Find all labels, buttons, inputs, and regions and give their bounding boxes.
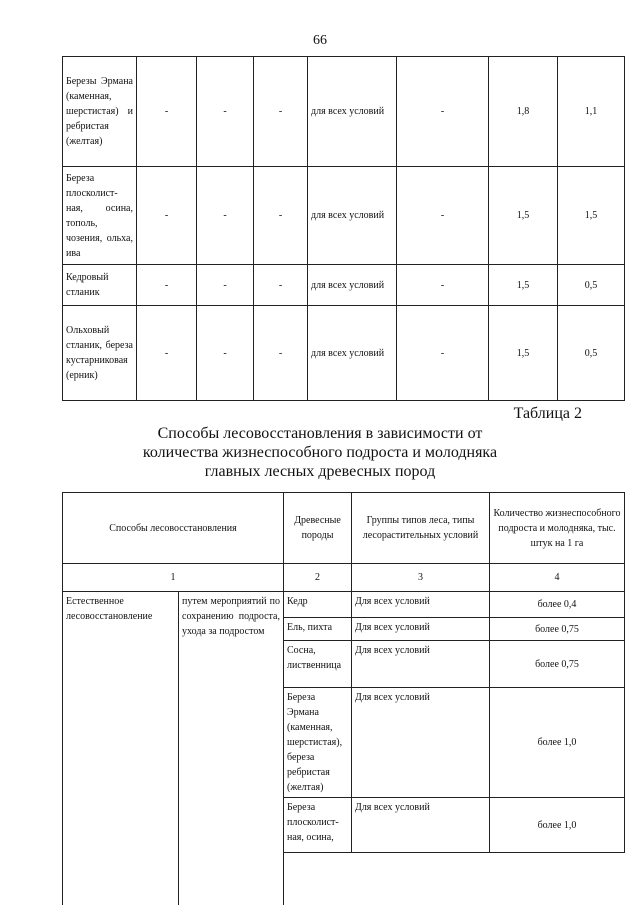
- table-cell: [307, 264, 397, 306]
- cell-text: -: [440, 210, 445, 221]
- table-cell: [396, 166, 489, 265]
- table-cell: [196, 166, 254, 265]
- table-cell: [196, 56, 254, 167]
- header-cell: [489, 492, 625, 564]
- header-cell: [351, 492, 490, 564]
- cell-text: Количество жизнеспособного подроста и молодняка, тыс. штук на 1 га: [493, 507, 621, 549]
- table-cell: [253, 56, 308, 167]
- cell-text: 2: [315, 572, 320, 583]
- cell-text: более 1,0: [537, 737, 577, 748]
- cell-text: -: [164, 279, 169, 291]
- table-cell: [196, 264, 254, 306]
- cell-text: для всех условий: [311, 210, 385, 221]
- table-cell: [136, 305, 197, 401]
- table-cell: [307, 305, 397, 401]
- table-cell: [253, 305, 308, 401]
- cell-text: Береза плосколист-ная, осина, тополь, чозения, ольха, ива: [66, 172, 133, 259]
- cell-text: для всех условий: [311, 106, 385, 117]
- species-cell: [62, 166, 137, 265]
- species-cell: [283, 617, 352, 641]
- column-number: [351, 563, 490, 592]
- table-cell: [196, 305, 254, 401]
- table-title: Способы лесовосстановления в зависимости от количества жизнеспособного подроста и молодняка главных лесных древесных пород: [142, 425, 498, 480]
- cell-text: более 1,0: [537, 819, 577, 831]
- table-cell: [253, 264, 308, 306]
- cell-text: 1: [170, 572, 176, 583]
- cell-text: Кедровый стланик: [66, 272, 109, 298]
- method-cell: [62, 591, 179, 905]
- table-cell: [136, 166, 197, 265]
- quantity-cell: [489, 797, 625, 853]
- table-cell: [396, 305, 489, 401]
- cell-text: Древесные породы: [294, 515, 341, 541]
- table-cell: [396, 56, 489, 167]
- cell-text: Для всех условий: [355, 802, 430, 813]
- species-cell: [283, 591, 352, 618]
- table-cell: [557, 305, 625, 401]
- species-cell: [62, 305, 137, 401]
- quantity-cell: [489, 640, 625, 688]
- page-number: 66: [313, 33, 327, 48]
- cell-text: Ель, пихта: [287, 622, 333, 633]
- cell-text: -: [278, 210, 283, 221]
- table-cell: [307, 166, 397, 265]
- cell-text: -: [278, 347, 283, 359]
- cell-text: Способы лесовосстановления: [109, 522, 237, 534]
- cell-text: Для всех условий: [355, 596, 430, 607]
- cell-text: Береза Эрмана (каменная, шерстистая), береза ребристая (желтая): [287, 692, 343, 793]
- table-cell: [488, 305, 558, 401]
- cell-text: для всех условий: [311, 347, 385, 359]
- cell-text: -: [164, 347, 169, 359]
- cell-text: более 0,75: [535, 623, 579, 635]
- cell-text: 3: [418, 572, 423, 583]
- cell-text: 0,5: [584, 279, 598, 291]
- header-cell: [62, 492, 284, 564]
- cell-text: Для всех условий: [355, 692, 430, 703]
- cell-text: -: [440, 279, 445, 291]
- species-cell: [283, 640, 352, 688]
- cell-text: -: [440, 106, 445, 117]
- cell-text: Для всех условий: [355, 622, 430, 633]
- header-cell: [283, 492, 352, 564]
- column-number: [62, 563, 284, 592]
- table-cell: [557, 56, 625, 167]
- cell-text: Для всех условий: [355, 645, 430, 656]
- cell-text: -: [278, 279, 283, 291]
- cell-text: для всех условий: [311, 279, 385, 291]
- cell-text: 1,5: [516, 347, 530, 359]
- column-number: [489, 563, 625, 592]
- cell-text: -: [440, 347, 445, 359]
- quantity-cell: [489, 617, 625, 641]
- condition-cell: [351, 640, 490, 688]
- species-cell: [283, 797, 352, 853]
- table-cell: [488, 166, 558, 265]
- cell-text: Береза плосколист-ная, осина,: [287, 802, 339, 843]
- table-cell: [557, 166, 625, 265]
- cell-text: Ольховый стланик, береза кустарниковая (ерник): [66, 325, 133, 381]
- cell-text: -: [164, 106, 169, 117]
- table-cell: [488, 264, 558, 306]
- table-cell: [488, 56, 558, 167]
- table-cell: [396, 264, 489, 306]
- cell-text: более 0,75: [535, 658, 579, 670]
- condition-cell: [351, 591, 490, 618]
- table-cell: [307, 56, 397, 167]
- cell-text: -: [223, 347, 227, 359]
- cell-text: -: [223, 106, 227, 117]
- condition-cell: [351, 797, 490, 853]
- cell-text: путем мероприятий по сохранению подроста, ухода за подростом: [182, 596, 280, 637]
- cell-text: 1,5: [584, 210, 598, 221]
- submethod-cell: [178, 591, 284, 905]
- table-cell: [136, 56, 197, 167]
- table-cell: [253, 166, 308, 265]
- quantity-cell: [489, 687, 625, 798]
- column-number: [283, 563, 352, 592]
- quantity-cell: [489, 591, 625, 618]
- cell-text: более 0,4: [537, 599, 577, 610]
- cell-text: 1,5: [516, 279, 530, 291]
- cell-text: 1,8: [516, 106, 530, 117]
- table-cell: [136, 264, 197, 306]
- cell-text: Березы Эрмана (каменная, шерстистая) и ребристая (желтая): [66, 76, 133, 147]
- condition-cell: [351, 617, 490, 641]
- cell-text: 0,5: [584, 347, 598, 359]
- cell-text: Группы типов леса, типы лесорастительных условий: [362, 515, 479, 541]
- table-cell: [557, 264, 625, 306]
- cell-text: -: [278, 106, 283, 117]
- cell-text: -: [223, 210, 227, 221]
- species-cell: [62, 264, 137, 306]
- species-cell: [62, 56, 137, 167]
- cell-text: -: [164, 210, 169, 221]
- species-cell: [283, 687, 352, 798]
- cell-text: Кедр: [287, 596, 308, 607]
- cell-text: Сосна, лиственница: [287, 645, 342, 671]
- condition-cell: [351, 687, 490, 798]
- table-label: Таблица 2: [513, 405, 582, 422]
- cell-text: Естественное лесовосстановление: [66, 596, 153, 622]
- cell-text: 1,5: [516, 210, 530, 221]
- cell-text: -: [223, 279, 227, 291]
- cell-text: 1,1: [584, 106, 598, 117]
- cell-text: 4: [554, 572, 560, 583]
